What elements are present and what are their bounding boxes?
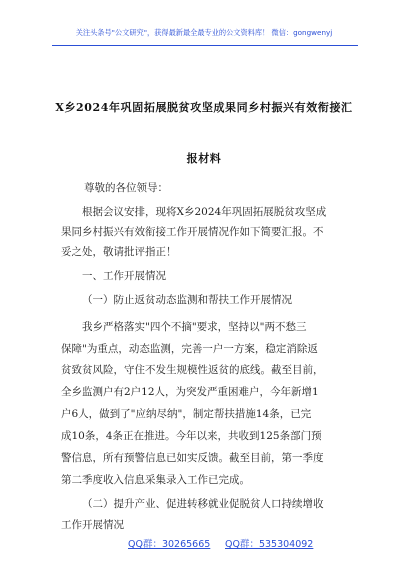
body-line: 根据会议安排，现将X乡2024年巩固拓展脱贫攻坚成 xyxy=(82,206,327,218)
body-line: 保障"为重点，动态监测，完善一户一方案，稳定消除返 xyxy=(61,343,318,355)
body-line: 果同乡村振兴有效衔接工作开展情况作如下简要汇报。不 xyxy=(61,226,324,238)
body-line: 警信息，所有预警信息已如实反馈。截至目前，第一季度 xyxy=(61,452,324,464)
body-line: 户6人，做到了"应纳尽纳"，制定帮扶措施14条，已完 xyxy=(61,408,312,420)
subsection-heading: （二）提升产业、促进转移就业促脱贫人口持续增收 xyxy=(82,498,324,510)
subsection-heading-cont: 工作开展情况 xyxy=(61,519,124,531)
body-line: 妥之处，敬请批评指正！ xyxy=(61,246,177,258)
body-line: 成10条，4条正在推进。今年以来，共收到125条部门预 xyxy=(61,430,322,442)
header-banner: 关注头条号"公文研究"，获得最新最全最专业的公文资料库！ 微信：gongwenyj xyxy=(75,28,333,37)
section-heading: 一、工作开展情况 xyxy=(82,270,166,282)
document-title-line-1: X乡2024年巩固拓展脱贫攻坚成果同乡村振兴有效衔接汇 xyxy=(55,101,353,114)
body-line: 贫致贫风险，守住不发生规模性返贫的底线。截至目前， xyxy=(61,364,324,376)
footer-qq-group-2[interactable]: QQ群：535304092 xyxy=(225,539,314,550)
header-divider xyxy=(52,45,358,46)
body-line: 我乡严格落实"四个不摘"要求，坚持以"两不愁三 xyxy=(82,321,307,333)
body-line: 第二季度收入信息采集录入工作已完成。 xyxy=(61,474,250,486)
subsection-heading: （一）防止返贫动态监测和帮扶工作开展情况 xyxy=(82,294,292,306)
body-line: 全乡监测户有2户12人，为突发严重困难户，今年新增1 xyxy=(61,386,319,398)
footer-qq-group-1[interactable]: QQ群：30265665 xyxy=(128,539,211,550)
document-title-line-2: 报材料 xyxy=(186,152,222,165)
salutation: 尊敬的各位领导： xyxy=(84,182,168,194)
